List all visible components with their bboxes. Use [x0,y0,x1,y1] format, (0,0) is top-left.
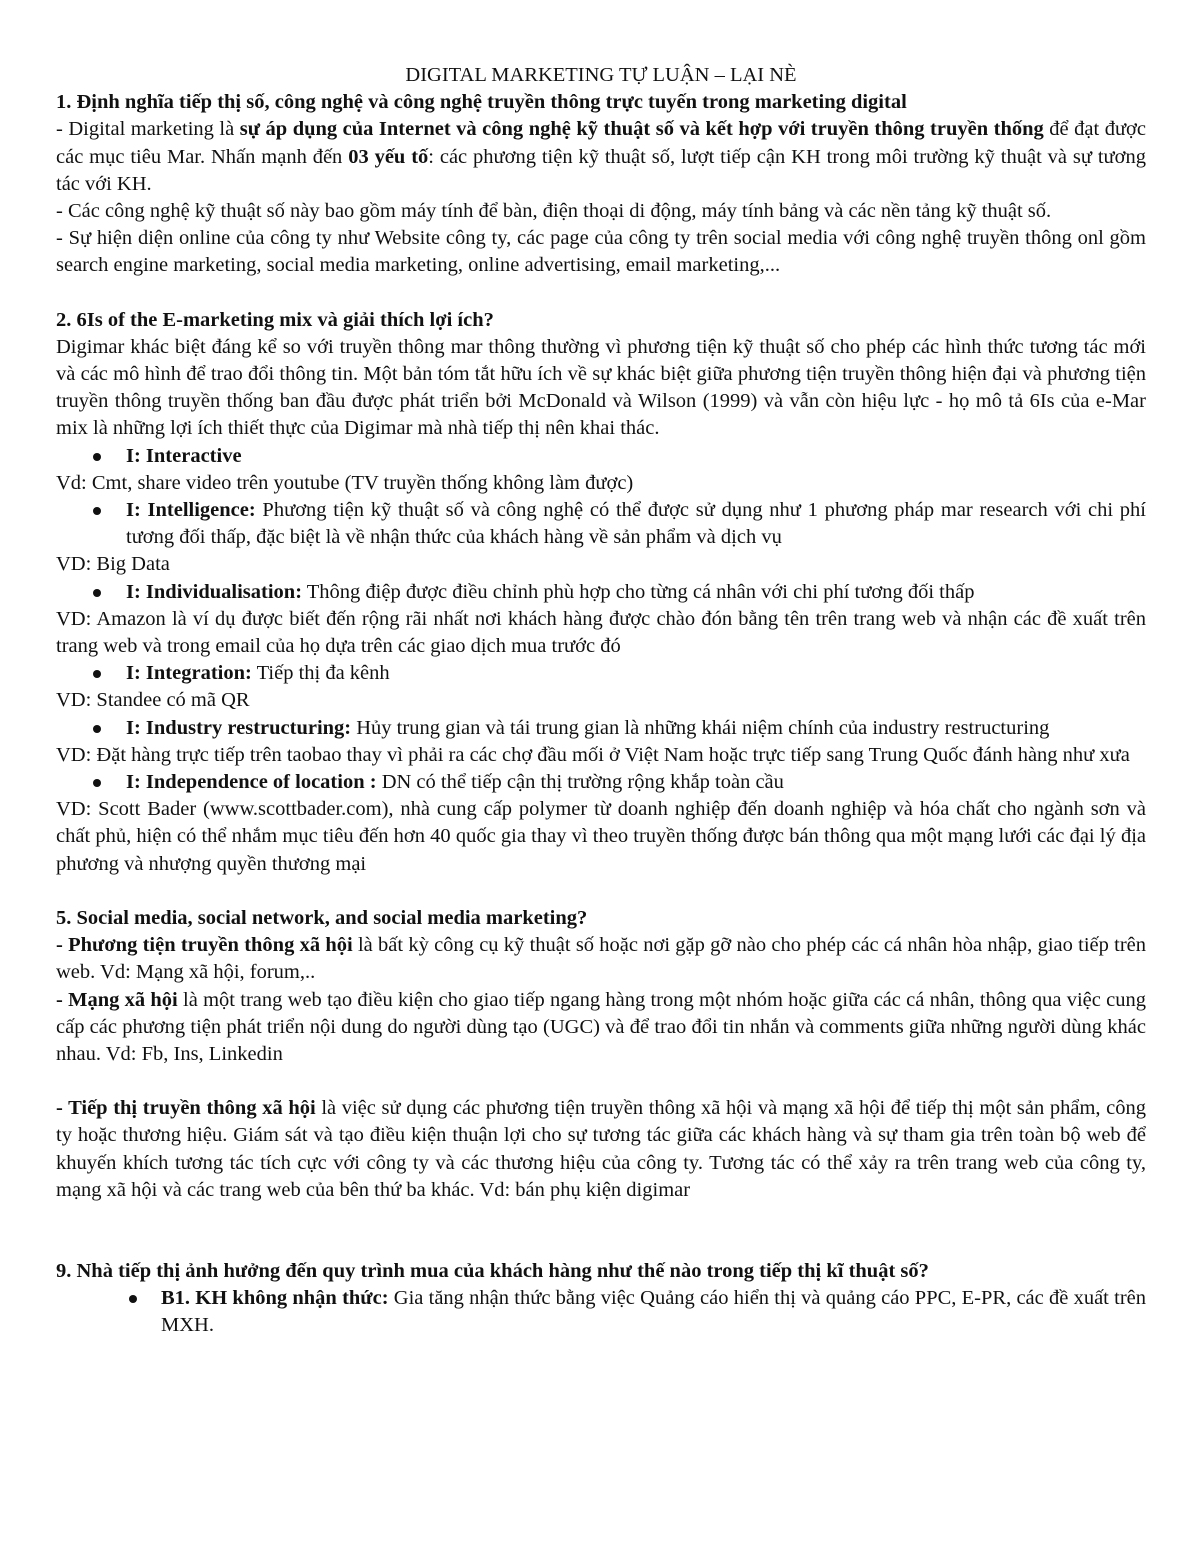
example-integration: VD: Standee có mã QR [56,689,250,712]
section-2-heading: 2. 6Is of the E-marketing mix và giải thích lợi ích? [56,308,494,331]
section-5-social-media-marketing: - Tiếp thị truyền thông xã hội là việc sử dụng các phương tiện truyền thông xã hội và mạng xã hội để tiếp thị một sản phẩm, công ty hoặc thương hiệu. Giám sát và tạo điều kiện thuận lợi cho sự tương tác giữa các khách hàng và sự tham gia trên toàn bộ web để khuyến khích tương tác tích cực với công ty và các thương hiệu của công ty. Tương tác có thể xảy ra trên trang web của công ty, mạng xã hội và các trang web của bên thứ ba khác. Vd: bán phụ kiện digimar [56,1097,1146,1201]
bullet-list-industry-restructuring [56,715,1146,742]
example-industry-restructuring: VD: Đặt hàng trực tiếp trên taobao thay vì phải ra các chợ đầu mối ở Việt Nam hoặc trực tiếp sang Trung Quốc đánh hàng như xưa [56,743,1130,766]
example-intelligence: VD: Big Data [56,553,170,576]
document-page [56,62,1146,1340]
spacer [56,1068,1146,1095]
bullet-item-integration: I: Integration: Tiếp thị đa kênh [56,660,1146,687]
spacer [56,1204,1146,1258]
bullet-item-independence: I: Independence of location : DN có thể tiếp cận thị trường rộng khắp toàn cầu [56,769,1146,796]
section-2-intro: Digimar khác biệt đáng kể so với truyền thông mar thông thường vì phương tiện kỹ thuật số cho phép các hình thức tương tác mới và các mô hình để trao đổi thông tin. Một bản tóm tắt hữu ích về sự khác biệt giữa phương tiện truyền thông hiện đại và phương tiện truyền thông truyền thống ban đầu được phát triển bởi McDonald và Wilson (1999) và vẫn còn hiệu lực - họ mô tả 6Is của e-Mar mix là những lợi ích thiết thực của Digimar mà nhà tiếp thị nên khai thác. [56,335,1146,440]
section-1-paragraph-3: - Sự hiện diện online của công ty như Website công ty, các page của công ty trên social media với công nghệ truyền thông onl gồm search engine marketing, social media marketing, online advertising, email marketing,... [56,227,1146,277]
example-individualisation: VD: Amazon là ví dụ được biết đến rộng rãi nhất nơi khách hàng được chào đón bằng tên trên trang web và nhận các đề xuất trên trang web và trong email của họ dựa trên các giao dịch mua trước đó [56,607,1146,658]
bullet-list-individualisation [56,579,1146,606]
bullet-list-independence [56,769,1146,796]
section-9-heading: 9. Nhà tiếp thị ảnh hưởng đến quy trình mua của khách hàng như thế nào trong tiếp thị kĩ thuật số? [56,1259,929,1282]
example-independence: VD: Scott Bader (www.scottbader.com), nhà cung cấp polymer từ doanh nghiệp đến doanh nghiệp và hóa chất cho ngành sơn và chất phủ, hiện có thể nhắm mục tiêu đến hơn 40 quốc gia thay vì theo truyền thống được bán thông qua một mạng lưới các đại lý địa phương và nhượng quyền thương mại [56,798,1146,875]
bullet-item-b1: B1. KH không nhận thức: Gia tăng nhận thức bằng việc Quảng cáo hiển thị và quảng cáo PPC, E-PR, các đề xuất trên MXH. [56,1285,1146,1339]
spacer [56,280,1146,307]
document-title: DIGITAL MARKETING TỰ LUẬN – LẠI NÈ [405,64,797,86]
bullet-item-interactive: I: Interactive [56,443,1146,470]
section-5-social-network: - Mạng xã hội là một trang web tạo điều kiện cho giao tiếp ngang hàng trong một nhóm hoặc giữa các cá nhân, thông qua việc cung cấp các phương tiện phát triển nội dung do người dùng tạo (UGC) và để trao đổi tin nhắn và comments giữa những người dùng khác nhau. Vd: Fb, Ins, Linkedin [56,988,1146,1065]
bullet-list-integration [56,660,1146,687]
section-1-paragraph-2: - Các công nghệ kỹ thuật số này bao gồm máy tính để bàn, điện thoại di động, máy tính bảng và các nền tảng kỹ thuật số. [56,200,1052,223]
bullet-item-intelligence: I: Intelligence: Phương tiện kỹ thuật số và công nghệ có thể được sử dụng như 1 phương pháp mar research với chi phí tương đối thấp, đặc biệt là về nhận thức của khách hàng về sản phẩm và dịch vụ [56,497,1146,551]
section-5-social-media: - Phương tiện truyền thông xã hội là bất kỳ công cụ kỹ thuật số hoặc nơi gặp gỡ nào cho phép các cá nhân hòa nhập, giao tiếp trên web. Vd: Mạng xã hội, forum,.. [56,934,1146,984]
bullet-list-intelligence [56,497,1146,551]
bullet-list-interactive [56,443,1146,470]
example-interactive: Vd: Cmt, share video trên youtube (TV truyền thống không làm được) [56,471,634,494]
section-1-paragraph-1: - Digital marketing là sự áp dụng của Internet và công nghệ kỹ thuật số và kết hợp với truyền thông truyền thống để đạt được các mục tiêu Mar. Nhấn mạnh đến 03 yếu tố: các phương tiện kỹ thuật số, lượt tiếp cận KH trong môi trường kỹ thuật và sự tương tác với KH. [56,118,1146,195]
spacer [56,878,1146,905]
bullet-item-industry-restructuring: I: Industry restructuring: Hủy trung gian và tái trung gian là những khái niệm chính của industry restructuring [56,715,1146,742]
bullet-item-individualisation: I: Individualisation: Thông điệp được điều chỉnh phù hợp cho từng cá nhân với chi phí tương đối thấp [56,579,1146,606]
section-5-heading: 5. Social media, social network, and social media marketing? [56,906,588,929]
bullet-list-b1 [56,1285,1146,1339]
section-1-heading: 1. Định nghĩa tiếp thị số, công nghệ và công nghệ truyền thông trực tuyến trong marketing digital [56,91,907,114]
